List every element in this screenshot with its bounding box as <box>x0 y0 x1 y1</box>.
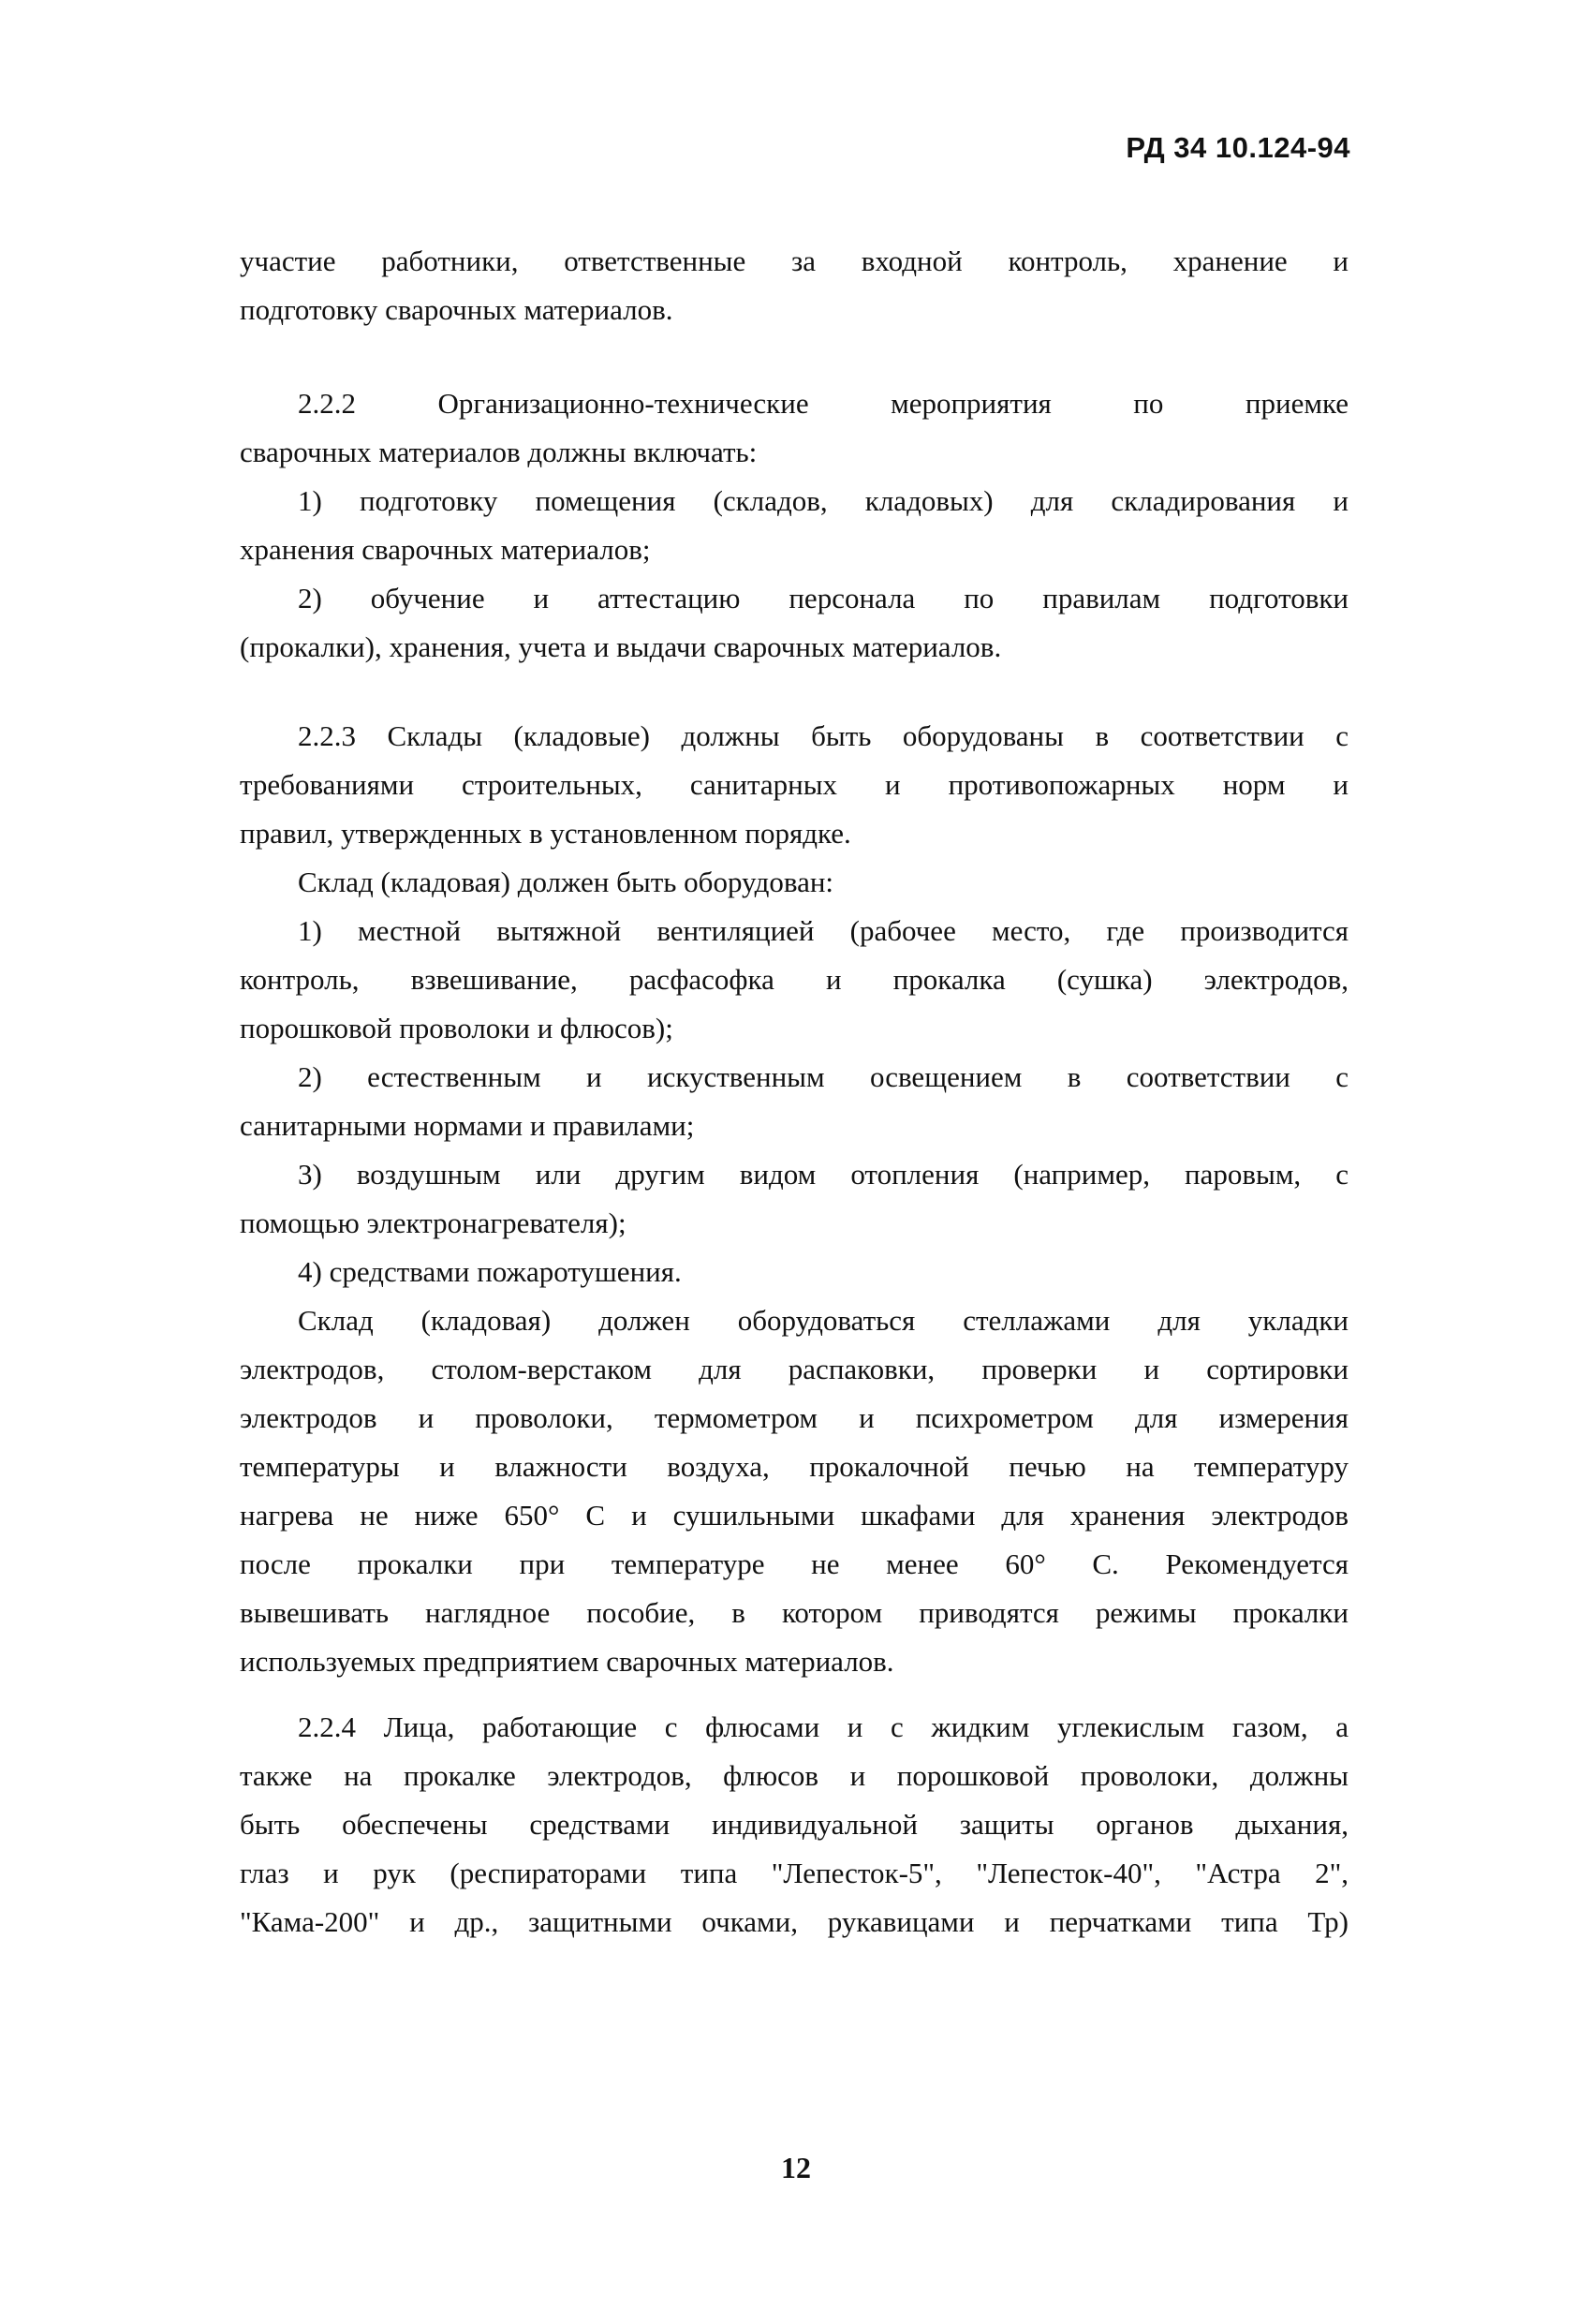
list-item-line: 4) средствами пожаротушения. <box>298 1255 682 1288</box>
text-line: используемых предприятием сварочных материалов. <box>240 1645 894 1678</box>
page-number: 12 <box>781 2151 811 2184</box>
text-line: температуры и влажности воздуха, прокалочной печью на температуру <box>240 1450 1349 1483</box>
text-line: хранения сварочных материалов; <box>240 533 651 566</box>
list-item-line: 1) подготовку помещения (складов, кладовых) для складирования и <box>298 484 1349 517</box>
text-line: после прокалки при температуре не менее 60° С. Рекомендуется <box>240 1547 1349 1580</box>
text-line: порошковой проволоки и флюсов); <box>240 1012 673 1044</box>
text-line: электродов, столом-верстаком для распаковки, проверки и сортировки <box>240 1353 1349 1385</box>
text-line: требованиями строительных, санитарных и противопожарных норм и <box>240 768 1349 801</box>
list-item-line: 3) воздушным или другим видом отопления (например, паровым, с <box>298 1158 1349 1191</box>
text-line: подготовку сварочных материалов. <box>240 293 673 326</box>
text-line: быть обеспечены средствами индивидуальной защиты органов дыхания, <box>240 1808 1349 1841</box>
section-2-2-3 <box>240 712 1349 1686</box>
paragraph-intro <box>240 237 1349 334</box>
section-2-2-4 <box>240 1703 1349 1947</box>
text-line: контроль, взвешивание, расфасофка и прокалка (сушка) электродов, <box>240 963 1349 996</box>
text-line: вывешивать наглядное пособие, в котором приводятся режимы прокалки <box>240 1596 1349 1629</box>
text-line: помощью электронагревателя); <box>240 1206 626 1239</box>
list-item-line: 2) естественным и искуственным освещением в соответствии с <box>298 1060 1349 1093</box>
text-line: участие работники, ответственные за входной контроль, хранение и <box>240 244 1349 277</box>
text-line: "Кама-200" и др., защитными очками, рукавицами и перчатками типа Тр) <box>240 1905 1349 1938</box>
section-heading-line: 2.2.4 Лица, работающие с флюсами и с жидким углекислым газом, а <box>298 1710 1349 1743</box>
list-item-line: 2) обучение и аттестацию персонала по правилам подготовки <box>298 582 1349 614</box>
text-line: правил, утвержденных в установленном порядке. <box>240 817 851 850</box>
section-2-2-2 <box>240 379 1349 672</box>
text-line: Склад (кладовая) должен оборудоваться стеллажами для укладки <box>298 1304 1349 1337</box>
text-line: также на прокалке электродов, флюсов и порошковой проволоки, должны <box>240 1759 1349 1792</box>
text-line: нагрева не ниже 650° С и сушильными шкафами для хранения электродов <box>240 1499 1349 1532</box>
document-code: РД 34 10.124-94 <box>1126 131 1350 164</box>
list-item-line: 1) местной вытяжной вентиляцией (рабочее место, где производится <box>298 914 1349 947</box>
text-line: (прокалки), хранения, учета и выдачи сварочных материалов. <box>240 630 1002 663</box>
text-line: Склад (кладовая) должен быть оборудован: <box>298 866 834 898</box>
text-line: глаз и рук (респираторами типа "Лепесток-5", "Лепесток-40", "Астра 2", <box>240 1857 1349 1889</box>
section-heading-line: 2.2.2 Организационно-технические мероприятия по приемке <box>298 387 1349 420</box>
section-heading-line: 2.2.3 Склады (кладовые) должны быть оборудованы в соответствии с <box>298 719 1349 752</box>
text-line: электродов и проволоки, термометром и психрометром для измерения <box>240 1401 1349 1434</box>
text-line: санитарными нормами и правилами; <box>240 1109 695 1142</box>
text-line: сварочных материалов должны включать: <box>240 436 758 468</box>
